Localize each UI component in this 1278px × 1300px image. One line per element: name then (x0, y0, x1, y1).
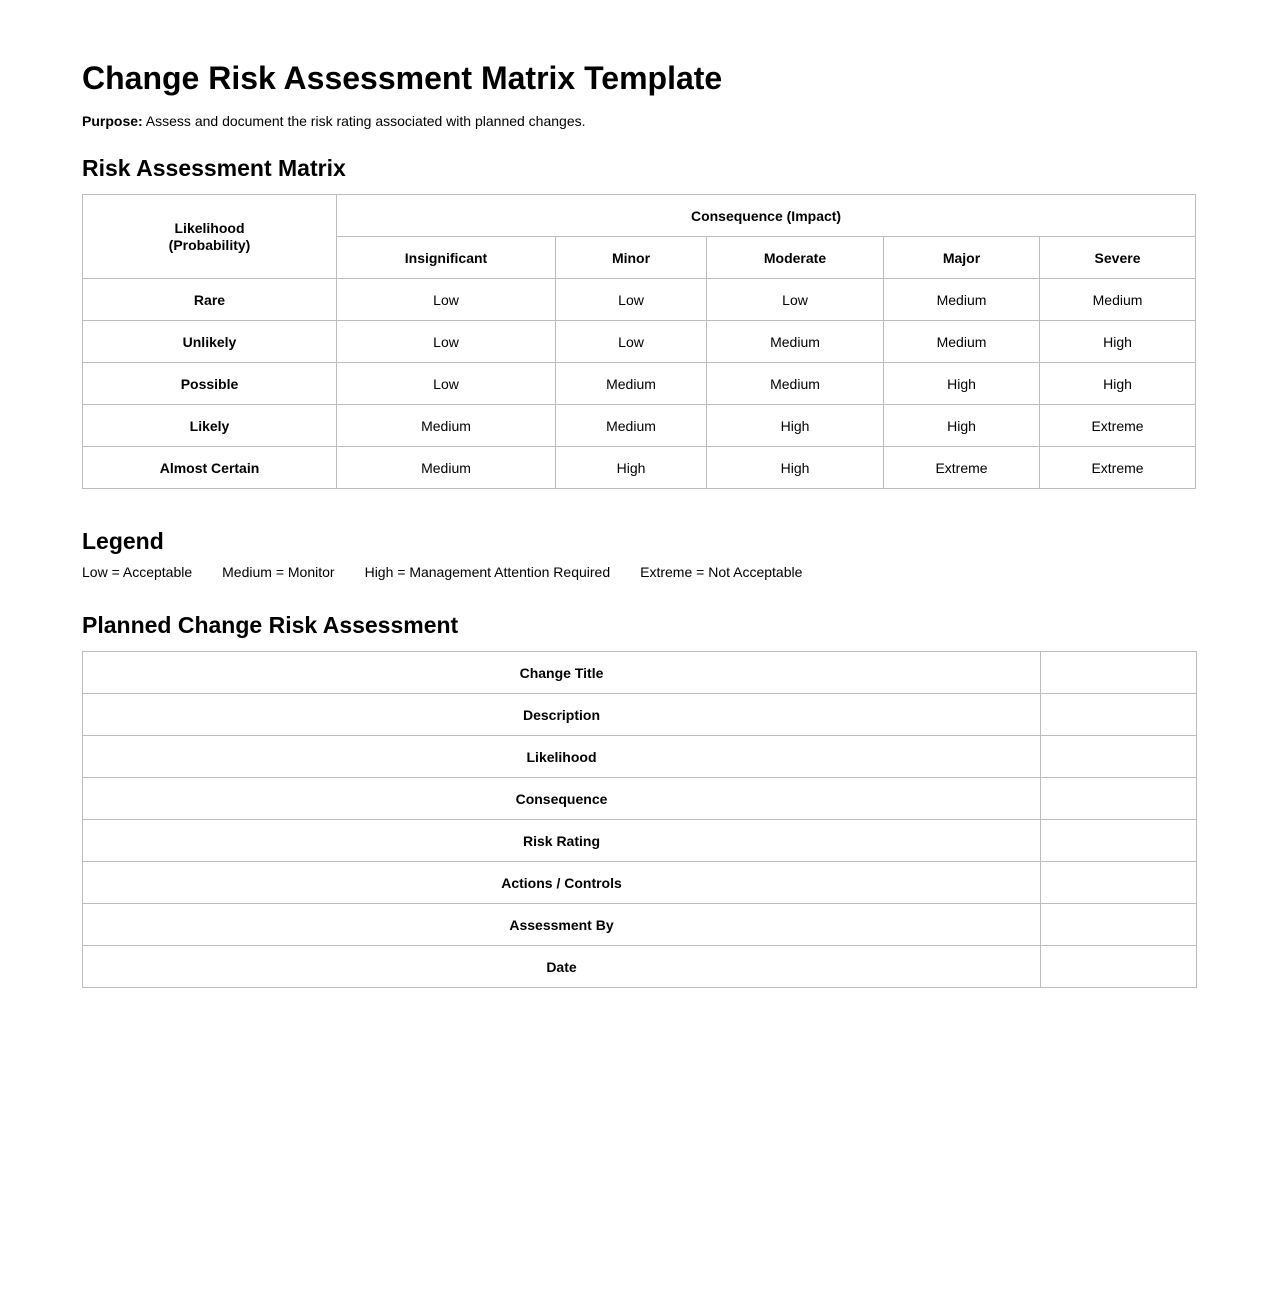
risk-rating-cell: High (707, 447, 884, 489)
planned-change-table (82, 651, 1197, 988)
field-label: Consequence (83, 778, 1041, 820)
field-label: Actions / Controls (83, 862, 1041, 904)
field-value-cell[interactable] (1041, 778, 1197, 820)
risk-rating-cell: High (556, 447, 707, 489)
risk-rating-cell: Low (556, 279, 707, 321)
field-label: Likelihood (83, 736, 1041, 778)
planned-row (83, 904, 1197, 946)
legend-heading: Legend (82, 528, 164, 554)
document (82, 58, 1196, 988)
legend-item: Extreme = Not Acceptable (640, 564, 803, 580)
planned-row (83, 694, 1197, 736)
risk-rating-cell: Medium (707, 363, 884, 405)
risk-rating-cell: Low (337, 363, 556, 405)
risk-rating-cell: Medium (884, 321, 1040, 363)
planned-row (83, 820, 1197, 862)
field-value-cell[interactable] (1041, 736, 1197, 778)
consequence-column-header: Minor (556, 237, 707, 279)
consequence-header: Consequence (Impact) (337, 195, 1196, 237)
risk-rating-cell: Low (707, 279, 884, 321)
likelihood-row-label: Likely (83, 405, 337, 447)
planned-row (83, 778, 1197, 820)
purpose-label: Purpose: (82, 113, 143, 129)
risk-rating-cell: Extreme (1040, 405, 1196, 447)
matrix-row (83, 279, 1196, 321)
legend-item: Low = Acceptable (82, 564, 193, 580)
risk-rating-cell: High (1040, 363, 1196, 405)
risk-rating-cell: Medium (337, 405, 556, 447)
planned-row (83, 862, 1197, 904)
field-value-cell[interactable] (1041, 820, 1197, 862)
purpose (82, 112, 1196, 130)
likelihood-header: Likelihood (Probability) (83, 195, 337, 279)
matrix-row (83, 447, 1196, 489)
risk-rating-cell: Medium (707, 321, 884, 363)
risk-rating-cell: Extreme (1040, 447, 1196, 489)
matrix-row (83, 321, 1196, 363)
field-label: Date (83, 946, 1041, 988)
risk-rating-cell: Medium (884, 279, 1040, 321)
field-value-cell[interactable] (1041, 946, 1197, 988)
field-label: Assessment By (83, 904, 1041, 946)
likelihood-row-label: Possible (83, 363, 337, 405)
risk-rating-cell: High (884, 363, 1040, 405)
planned-row (83, 736, 1197, 778)
likelihood-row-label: Unlikely (83, 321, 337, 363)
matrix-row (83, 363, 1196, 405)
risk-matrix-table (82, 194, 1196, 489)
risk-rating-cell: Medium (337, 447, 556, 489)
field-value-cell[interactable] (1041, 652, 1197, 694)
field-value-cell[interactable] (1041, 904, 1197, 946)
matrix-row (83, 405, 1196, 447)
likelihood-row-label: Almost Certain (83, 447, 337, 489)
consequence-column-header: Severe (1040, 237, 1196, 279)
field-value-cell[interactable] (1041, 862, 1197, 904)
planned-row (83, 652, 1197, 694)
risk-rating-cell: Medium (556, 405, 707, 447)
planned-row (83, 946, 1197, 988)
risk-rating-cell: High (707, 405, 884, 447)
field-label: Risk Rating (83, 820, 1041, 862)
consequence-column-header: Major (884, 237, 1040, 279)
risk-rating-cell: Low (556, 321, 707, 363)
risk-rating-cell: High (1040, 321, 1196, 363)
purpose-text: Assess and document the risk rating associated with planned changes. (142, 113, 586, 129)
planned-heading: Planned Change Risk Assessment (82, 612, 459, 638)
legend-item: High = Management Attention Required (364, 564, 611, 580)
likelihood-row-label: Rare (83, 279, 337, 321)
risk-rating-cell: Medium (1040, 279, 1196, 321)
field-label: Description (83, 694, 1041, 736)
risk-rating-cell: High (884, 405, 1040, 447)
risk-rating-cell: Low (337, 321, 556, 363)
consequence-column-header: Moderate (707, 237, 884, 279)
matrix-heading: Risk Assessment Matrix (82, 155, 346, 181)
legend (82, 563, 1196, 581)
field-label: Change Title (83, 652, 1041, 694)
risk-rating-cell: Low (337, 279, 556, 321)
field-value-cell[interactable] (1041, 694, 1197, 736)
risk-rating-cell: Medium (556, 363, 707, 405)
legend-item: Medium = Monitor (222, 564, 335, 580)
page-title: Change Risk Assessment Matrix Template (82, 60, 723, 96)
risk-rating-cell: Extreme (884, 447, 1040, 489)
consequence-column-header: Insignificant (337, 237, 556, 279)
